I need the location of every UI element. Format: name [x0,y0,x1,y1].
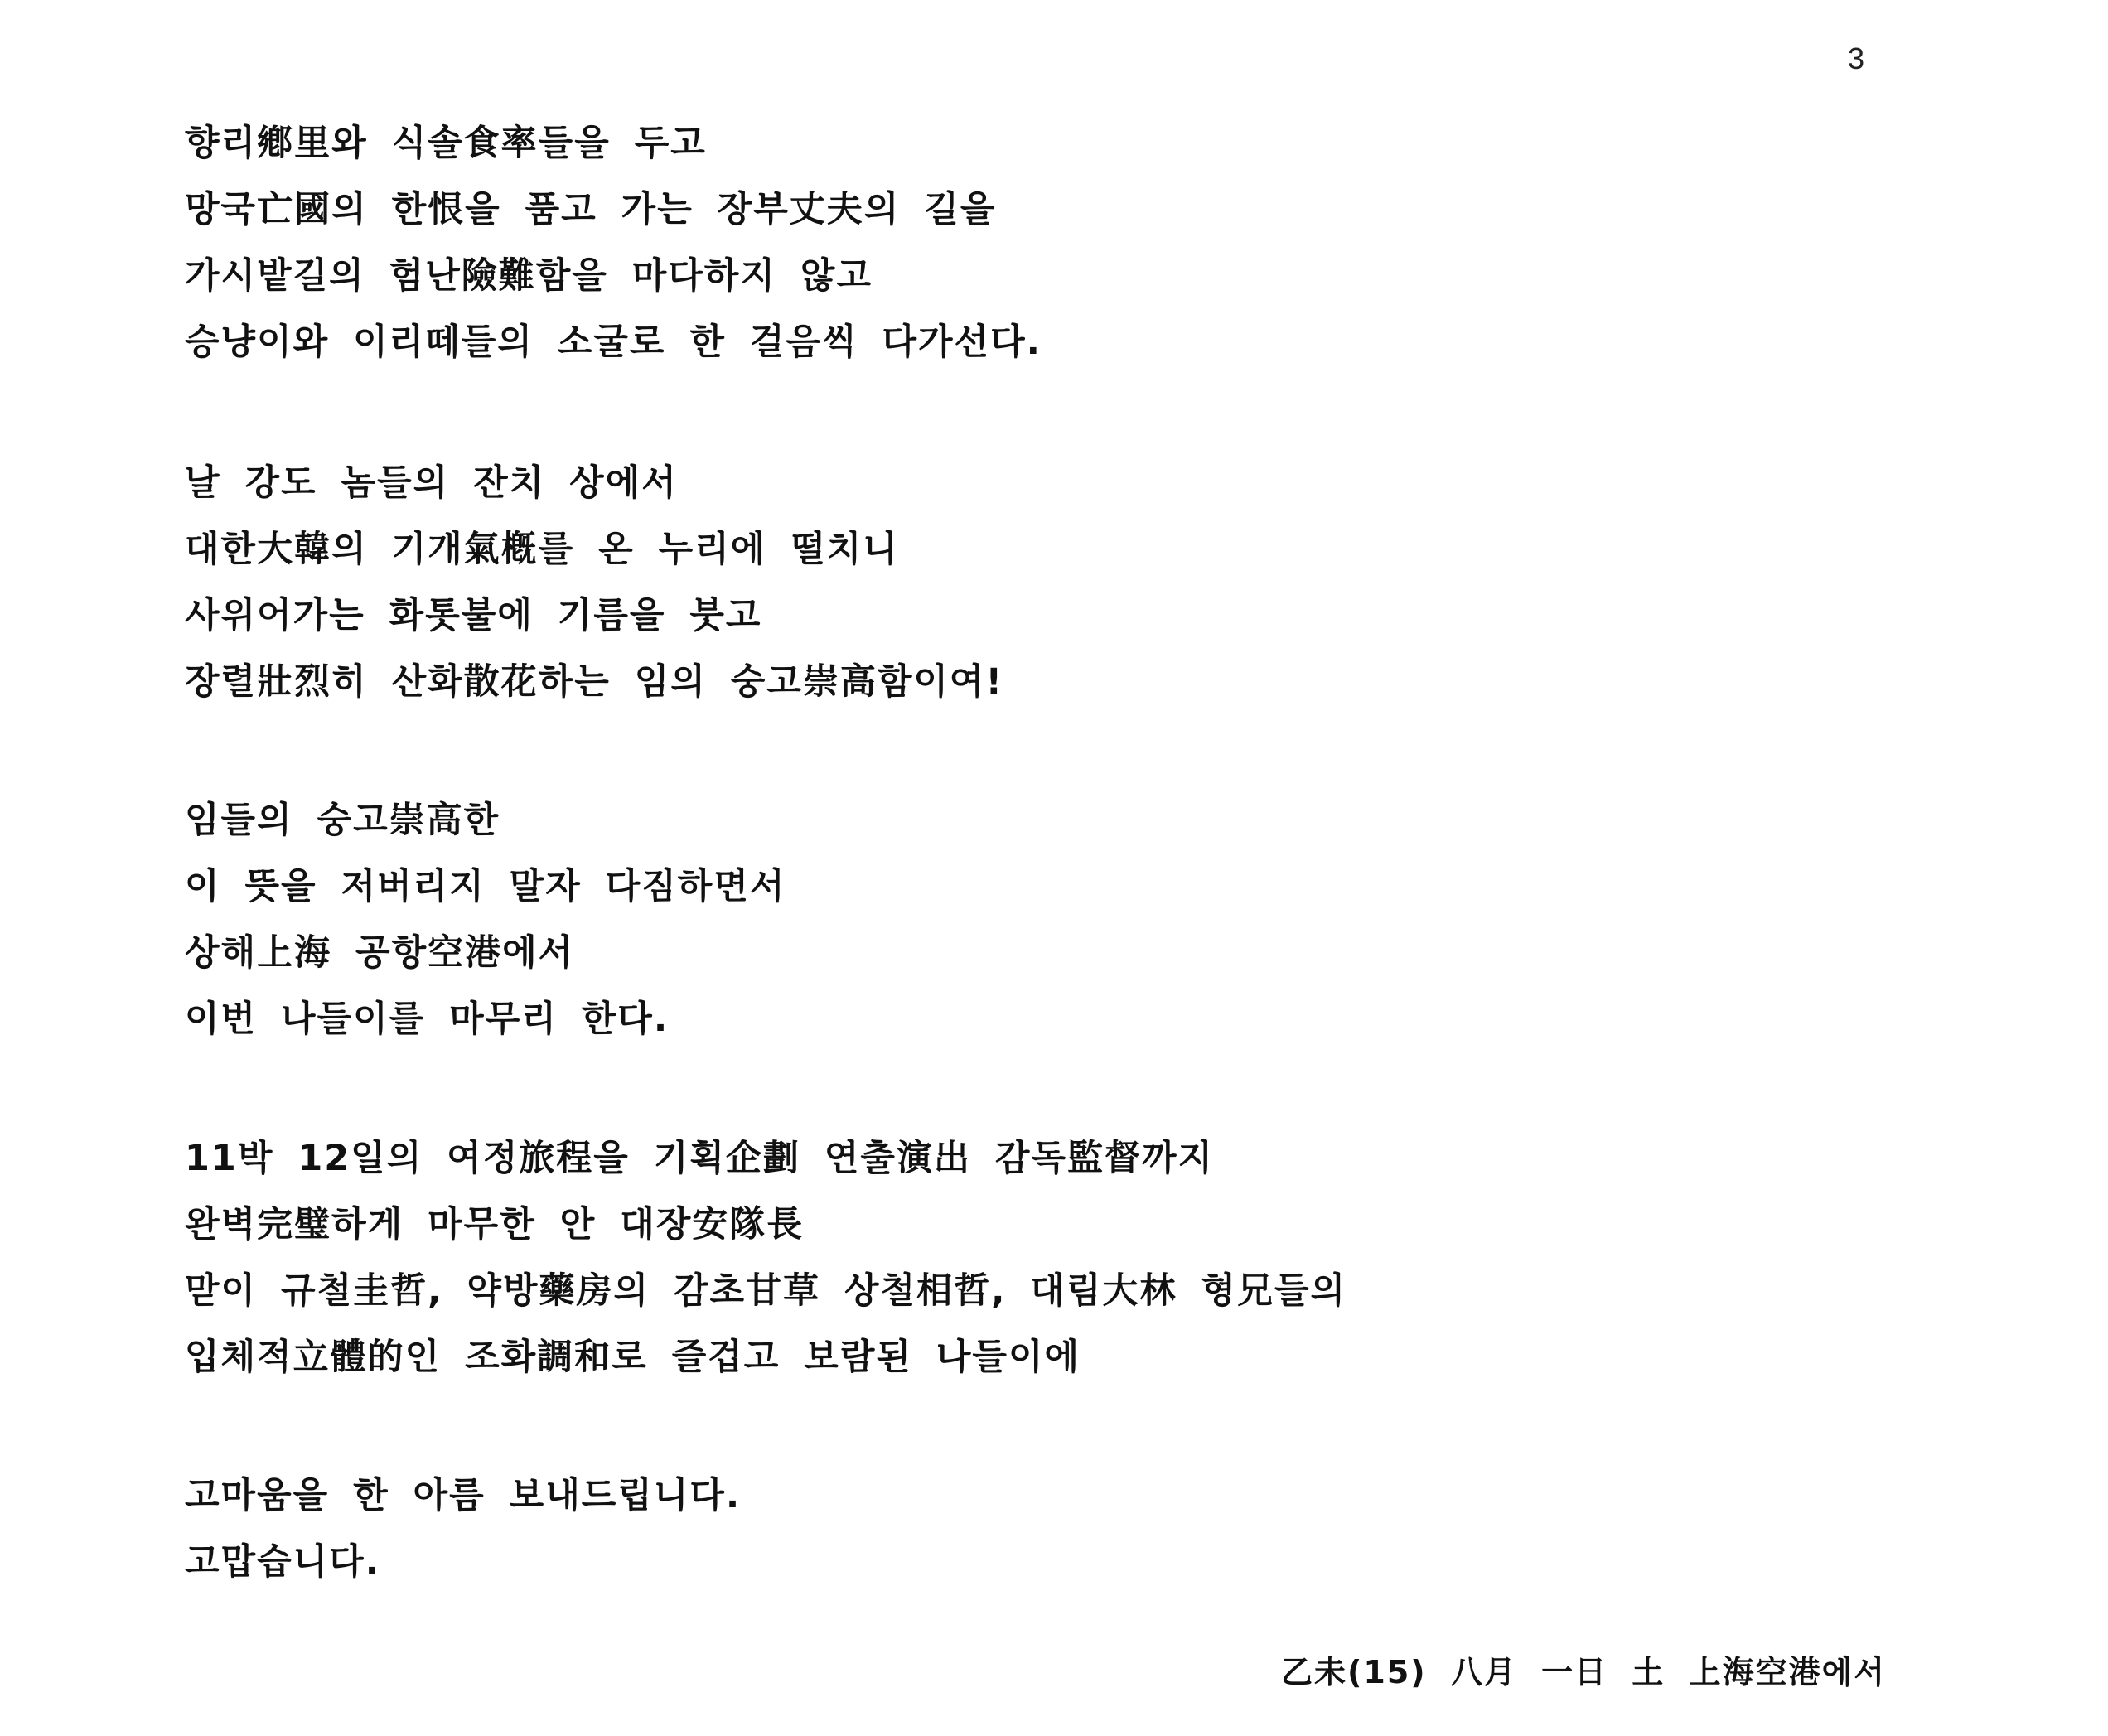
poem-line: 이번 나들이를 마무리 한다. [185,999,670,1040]
poem-line: 고맙습니다. [185,1541,381,1583]
poem-line: 승냥이와 이리떼들의 소굴로 한 걸음씩 다가선다. [185,322,1042,363]
poem-line: 임들의 숭고崇高한 [185,800,500,841]
poem-line: 이 뜻을 저버리지 말자 다짐하면서 [185,866,786,907]
date-place-signature: 乙未(15) 八月 一日 土 上海空港에서 [1281,1654,1886,1690]
poem-line: 향리鄕里와 식솔食率들을 두고 [185,123,707,164]
poem-line: 장렬壯烈히 산화散花하는 임의 숭고崇高함이여! [185,661,1004,703]
poem-line: 완벽完璧하게 마무한 안 대장安隊長 [185,1204,805,1245]
poem-line: 고마움을 한 아름 보내드립니다. [185,1475,742,1516]
poem-line: 입체적立體的인 조화調和로 즐겁고 보람된 나들이에 [185,1337,1081,1378]
poem-line: 맏이 규철圭哲, 약방藥房의 감초甘草 상철相哲, 대림大林 형兄들의 [185,1270,1347,1312]
page-number: 3 [1848,41,1865,75]
poem-line: 가시밭길의 험난險難함을 마다하지 않고 [185,255,873,297]
poem-line: 상해上海 공항空港에서 [185,932,575,974]
poem-line: 11박 12일의 여정旅程을 기획企劃 연출演出 감독監督까지 [185,1138,1215,1179]
poem-line: 날 강도 놈들의 잔치 상에서 [185,462,678,504]
poem-line: 망국亡國의 한恨을 품고 가는 장부丈夫의 길을 [185,189,997,230]
poem-line: 대한大韓의 기개氣槪를 온 누리에 떨치니 [185,529,899,570]
poem-line: 사위어가는 화톳불에 기름을 붓고 [185,595,762,636]
